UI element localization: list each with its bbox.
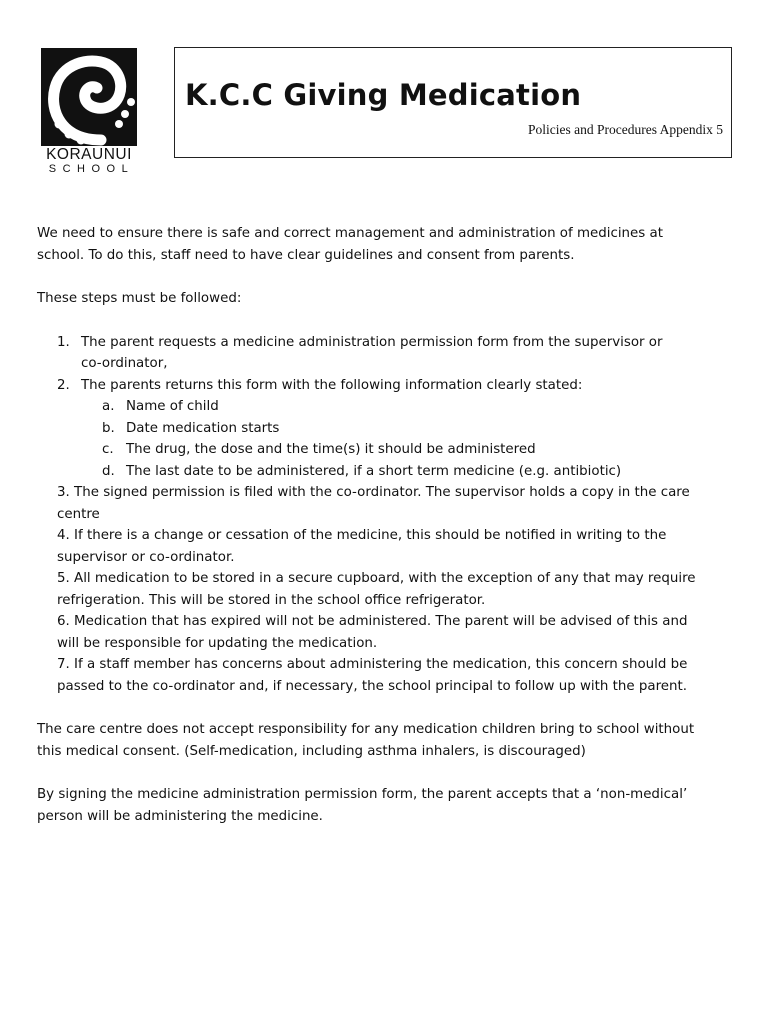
sub-list-item xyxy=(37,418,737,440)
list-text: 6. Medication that has expired will not be administered. The parent will be advised of this and xyxy=(57,614,688,629)
list-text: The parents returns this form with the following information clearly stated: xyxy=(81,377,583,393)
list-text: will be responsible for updating the medication. xyxy=(57,635,378,651)
sub-list-item xyxy=(37,439,737,461)
list-text: refrigeration. This will be stored in the school office refrigerator. xyxy=(57,592,486,608)
list-item xyxy=(37,611,737,654)
sub-list-item xyxy=(37,461,737,483)
sub-list-label: d. xyxy=(102,463,115,479)
school-name: KORAUNUI xyxy=(46,146,132,163)
sub-list-label: b. xyxy=(102,420,115,436)
list-text: 7. If a staff member has concerns about administering the medication, this concern should be xyxy=(57,657,688,672)
list-item xyxy=(37,525,737,568)
sub-list-text: The last date to be administered, if a short term medicine (e.g. antibiotic) xyxy=(126,463,622,479)
paragraph-line: By signing the medicine administration permission form, the parent accepts that a ‘non-medical’ xyxy=(37,787,688,802)
list-text: 5. All medication to be stored in a secure cupboard, with the exception of any that may require xyxy=(57,571,696,586)
list-item xyxy=(37,568,737,611)
intro-line: school. To do this, staff need to have clear guidelines and consent from parents. xyxy=(37,247,575,263)
paragraph-line: person will be administering the medicine. xyxy=(37,808,323,824)
list-item xyxy=(37,332,737,375)
list-item xyxy=(37,654,737,697)
list-text: co-ordinator, xyxy=(81,356,168,371)
document-body xyxy=(37,223,737,827)
list-text: passed to the co-ordinator and, if necessary, the school principal to follow up with the parent. xyxy=(57,678,688,694)
list-item xyxy=(37,482,737,525)
sub-list-item xyxy=(37,396,737,418)
sub-list-text: Date medication starts xyxy=(126,420,280,436)
paragraph-line: this medical consent. (Self-medication, including asthma inhalers, is discouraged) xyxy=(37,743,586,759)
list-text: supervisor or co-ordinator. xyxy=(57,549,235,565)
intro-paragraph xyxy=(37,223,737,266)
sub-list-label: c. xyxy=(102,442,114,457)
list-number: 2. xyxy=(57,377,70,393)
sub-list-label: a. xyxy=(102,399,115,414)
list-text: The parent requests a medicine administration permission form from the supervisor or xyxy=(81,334,663,350)
list-item xyxy=(37,375,737,397)
signing-paragraph xyxy=(37,784,737,827)
intro-line: We need to ensure there is safe and correct management and administration of medicines at xyxy=(37,226,663,241)
title-box xyxy=(174,47,732,158)
page-title: K.C.C Giving Medication xyxy=(185,78,582,112)
page-subtitle: Policies and Procedures Appendix 5 xyxy=(528,122,723,137)
sub-list-text: The drug, the dose and the time(s) it should be administered xyxy=(126,442,536,457)
list-number: 1. xyxy=(57,334,70,350)
logo-wordmark xyxy=(41,146,137,176)
list-text: centre xyxy=(57,506,100,522)
steps-heading: These steps must be followed: xyxy=(37,291,242,306)
list-text: 4. If there is a change or cessation of the medicine, this should be notified in writing to the xyxy=(57,528,667,543)
care-centre-paragraph xyxy=(37,719,737,762)
list-text: 3. The signed permission is filed with the co-ordinator. The supervisor holds a copy in the care xyxy=(57,485,690,500)
paragraph-line: The care centre does not accept responsibility for any medication children bring to school without xyxy=(37,722,695,737)
sub-list-text: Name of child xyxy=(126,399,219,414)
school-subname: SCHOOL xyxy=(48,163,135,175)
